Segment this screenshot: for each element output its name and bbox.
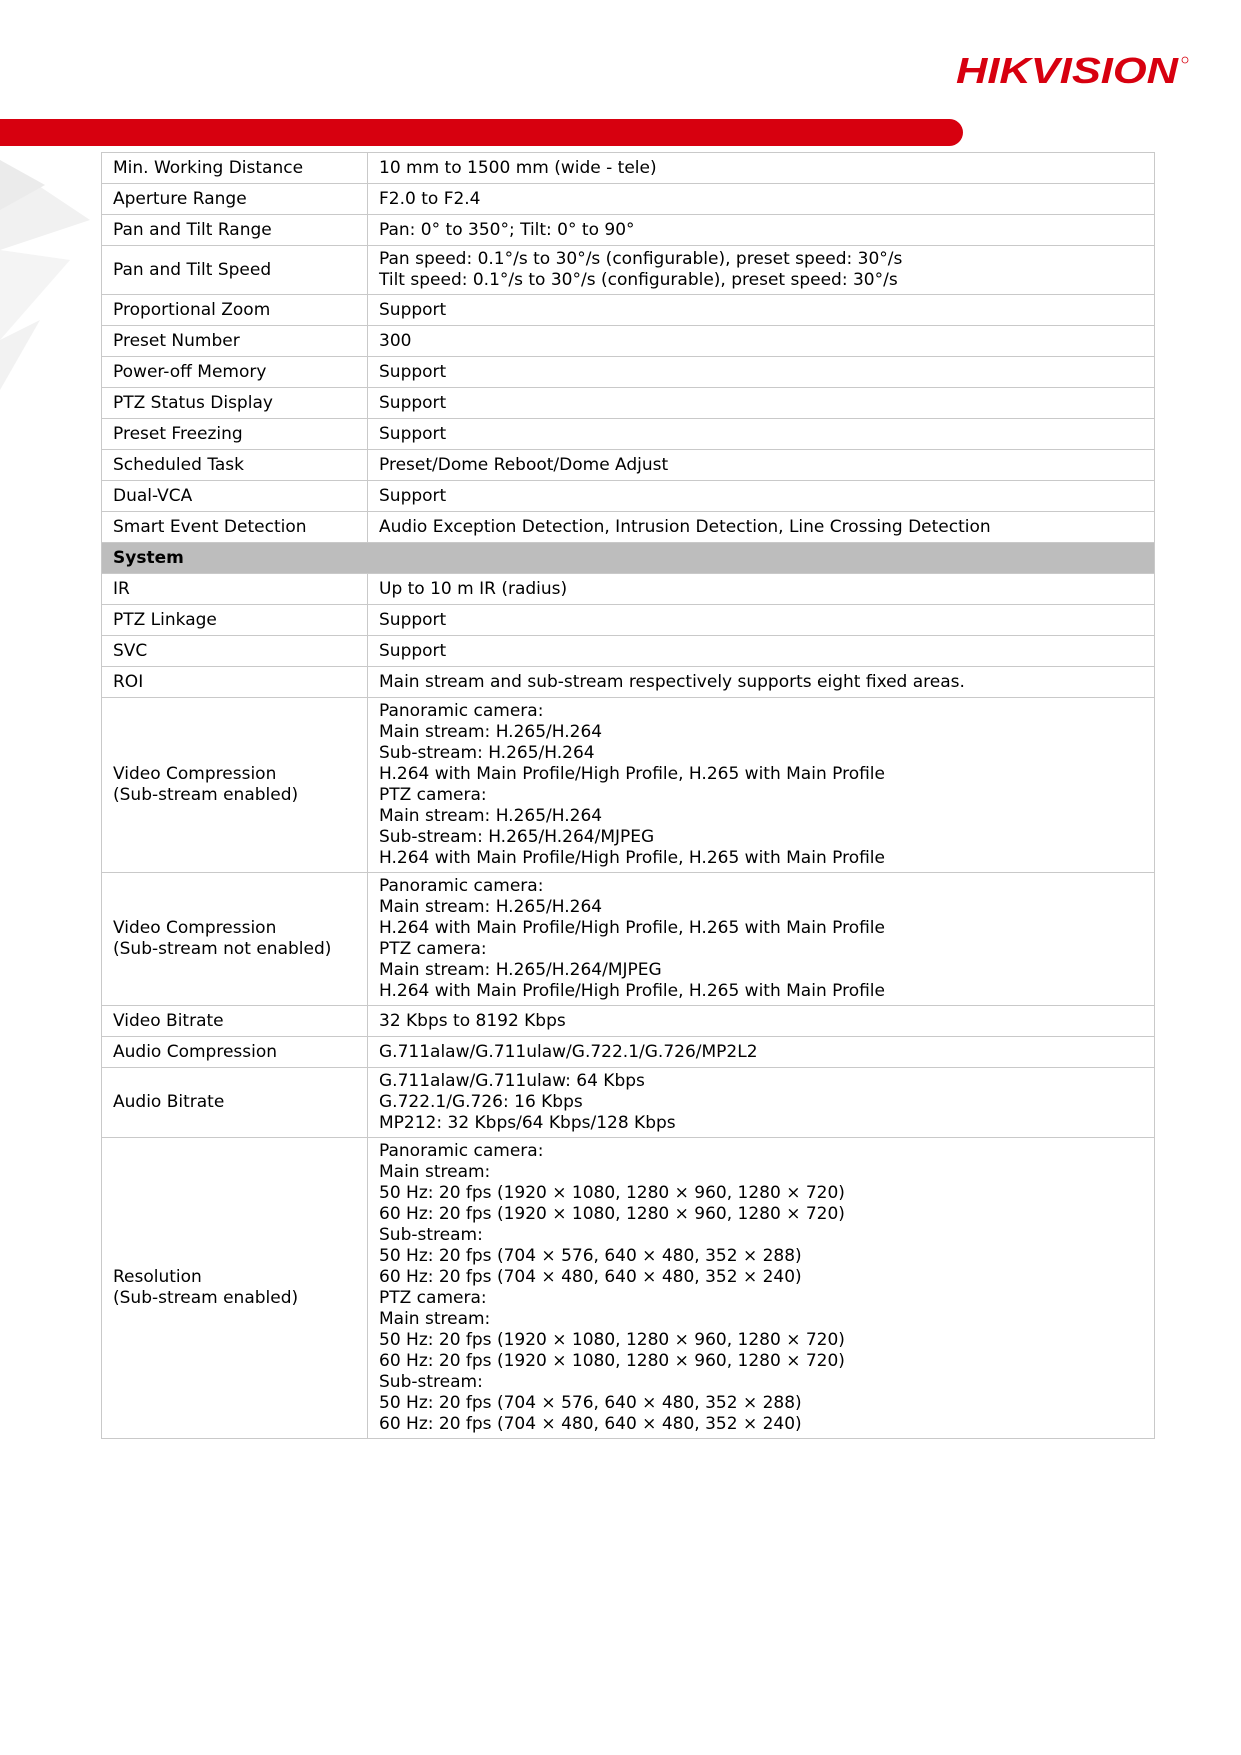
spec-value-text: 60 Hz: 20 fps (1920 × 1080, 1280 × 960, 1280 × 720) — [379, 1351, 845, 1371]
spec-value-cell — [368, 1006, 1155, 1037]
spec-label-cell — [102, 512, 368, 543]
spec-label-text: Scheduled Task — [113, 454, 245, 475]
spec-value-cell — [368, 1037, 1155, 1068]
spec-label-text: (Sub-stream not enabled) — [113, 939, 332, 959]
spec-value-text: 50 Hz: 20 fps (704 × 576, 640 × 480, 352 × 288) — [379, 1393, 802, 1413]
spec-label-cell — [102, 357, 368, 388]
spec-label-text: Pan and Tilt Speed — [113, 259, 272, 280]
table-row — [102, 667, 1155, 698]
spec-label-cell — [102, 667, 368, 698]
spec-label-cell — [102, 698, 368, 873]
spec-value-text: H.264 with Main Profile/High Profile, H.265 with Main Profile — [379, 848, 885, 868]
spec-value-text: Pan: 0° to 350°; Tilt: 0° to 90° — [379, 219, 635, 240]
spec-value-text: 60 Hz: 20 fps (1920 × 1080, 1280 × 960, 1280 × 720) — [379, 1204, 845, 1224]
spec-value-text: 10 mm to 1500 mm (wide - tele) — [379, 157, 657, 178]
spec-value-text: Main stream: — [379, 1162, 491, 1182]
spec-label-text: Power-off Memory — [113, 361, 267, 382]
spec-label-text: Dual-VCA — [113, 485, 193, 506]
spec-value-cell — [368, 450, 1155, 481]
spec-value-text: Support — [379, 392, 447, 413]
spec-label-text: PTZ Status Display — [113, 392, 273, 413]
spec-label-text: Video Compression — [113, 918, 277, 938]
table-row — [102, 605, 1155, 636]
spec-value-text: Support — [379, 423, 447, 444]
spec-value-cell — [368, 419, 1155, 450]
table-row — [102, 481, 1155, 512]
table-row — [102, 1006, 1155, 1037]
spec-value-cell — [368, 1138, 1155, 1439]
table-row — [102, 450, 1155, 481]
spec-value-text: Sub-stream: — [379, 1225, 483, 1245]
spec-value-text: Panoramic camera: — [379, 701, 544, 721]
table-row — [102, 636, 1155, 667]
header-accent-bar — [0, 119, 963, 146]
spec-label-cell — [102, 1068, 368, 1138]
spec-value-cell — [368, 667, 1155, 698]
spec-value-cell — [368, 215, 1155, 246]
spec-label-cell — [102, 326, 368, 357]
spec-label-text: Video Compression — [113, 764, 277, 784]
spec-value-text: Support — [379, 299, 447, 320]
spec-value-text: MP212: 32 Kbps/64 Kbps/128 Kbps — [379, 1113, 676, 1133]
table-row — [102, 698, 1155, 873]
hikvision-logo — [956, 52, 1189, 90]
spec-value-cell — [368, 326, 1155, 357]
spec-value-text: Support — [379, 361, 447, 382]
spec-value-text: F2.0 to F2.4 — [379, 188, 481, 209]
spec-value-cell — [368, 698, 1155, 873]
spec-value-text: Preset/Dome Reboot/Dome Adjust — [379, 454, 669, 475]
spec-value-cell — [368, 184, 1155, 215]
spec-value-text: G.711alaw/G.711ulaw/G.722.1/G.726/MP2L2 — [379, 1041, 758, 1062]
spec-value-text: H.264 with Main Profile/High Profile, H.265 with Main Profile — [379, 764, 885, 784]
spec-label-cell — [102, 873, 368, 1006]
spec-value-text: Main stream: H.265/H.264 — [379, 722, 603, 742]
spec-value-cell — [368, 246, 1155, 295]
spec-value-text: Support — [379, 609, 447, 630]
table-row — [102, 326, 1155, 357]
spec-value-cell — [368, 873, 1155, 1006]
section-title: System — [102, 543, 1155, 574]
spec-value-cell — [368, 481, 1155, 512]
spec-value-text: Panoramic camera: — [379, 1141, 544, 1161]
spec-value-text: Main stream and sub-stream respectively supports eight fixed areas. — [379, 671, 965, 692]
spec-value-cell — [368, 605, 1155, 636]
spec-label-text: IR — [113, 578, 130, 599]
spec-value-text: H.264 with Main Profile/High Profile, H.265 with Main Profile — [379, 981, 885, 1001]
spec-label-text: Smart Event Detection — [113, 516, 307, 537]
table-row — [102, 873, 1155, 1006]
spec-label-text: SVC — [113, 640, 148, 661]
table-row — [102, 246, 1155, 295]
spec-value-text: Audio Exception Detection, Intrusion Detection, Line Crossing Detection — [379, 516, 991, 537]
spec-value-text: Up to 10 m IR (radius) — [379, 578, 568, 599]
spec-label-cell — [102, 388, 368, 419]
spec-label-text: (Sub-stream enabled) — [113, 785, 299, 805]
spec-value-text: 60 Hz: 20 fps (704 × 480, 640 × 480, 352 × 240) — [379, 1267, 802, 1287]
spec-value-text: 50 Hz: 20 fps (1920 × 1080, 1280 × 960, 1280 × 720) — [379, 1183, 845, 1203]
table-row — [102, 419, 1155, 450]
spec-value-text: Main stream: — [379, 1309, 491, 1329]
spec-label-cell — [102, 246, 368, 295]
spec-value-cell — [368, 388, 1155, 419]
spec-label-cell — [102, 215, 368, 246]
svg-text:HIKVISION: HIKVISION — [956, 52, 1180, 90]
table-row — [102, 1138, 1155, 1439]
spec-value-text: Main stream: H.265/H.264/MJPEG — [379, 960, 662, 980]
spec-value-text: 50 Hz: 20 fps (1920 × 1080, 1280 × 960, 1280 × 720) — [379, 1330, 845, 1350]
spec-value-text: Sub-stream: H.265/H.264 — [379, 743, 595, 763]
table-row — [102, 388, 1155, 419]
table-row — [102, 1037, 1155, 1068]
decorative-watermark — [0, 140, 100, 400]
spec-value-text: Sub-stream: H.265/H.264/MJPEG — [379, 827, 655, 847]
spec-value-cell — [368, 574, 1155, 605]
spec-label-text: Video Bitrate — [113, 1010, 224, 1031]
spec-value-text: 300 — [379, 330, 412, 351]
spec-label-cell — [102, 605, 368, 636]
spec-value-text: G.711alaw/G.711ulaw: 64 Kbps — [379, 1071, 645, 1091]
spec-value-text: 32 Kbps to 8192 Kbps — [379, 1010, 566, 1031]
spec-label-text: Preset Number — [113, 330, 240, 351]
spec-label-cell — [102, 450, 368, 481]
spec-value-text: 50 Hz: 20 fps (704 × 576, 640 × 480, 352 × 288) — [379, 1246, 802, 1266]
table-row — [102, 153, 1155, 184]
spec-value-text: PTZ camera: — [379, 785, 487, 805]
section-header-row — [102, 543, 1155, 574]
spec-value-text: Tilt speed: 0.1°/s to 30°/s (configurable), preset speed: 30°/s — [379, 270, 898, 290]
spec-label-text: Audio Bitrate — [113, 1092, 225, 1112]
spec-value-text: H.264 with Main Profile/High Profile, H.265 with Main Profile — [379, 918, 885, 938]
spec-label-cell — [102, 184, 368, 215]
table-row — [102, 184, 1155, 215]
table-row — [102, 357, 1155, 388]
spec-value-text: PTZ camera: — [379, 1288, 487, 1308]
spec-value-cell — [368, 153, 1155, 184]
spec-label-cell — [102, 1006, 368, 1037]
spec-value-cell — [368, 1068, 1155, 1138]
spec-label-text: ROI — [113, 671, 144, 692]
spec-label-cell — [102, 419, 368, 450]
table-row — [102, 295, 1155, 326]
spec-label-text: Preset Freezing — [113, 423, 243, 444]
spec-value-text: Support — [379, 640, 447, 661]
table-row — [102, 1068, 1155, 1138]
table-row — [102, 574, 1155, 605]
spec-label-cell — [102, 153, 368, 184]
spec-value-text: PTZ camera: — [379, 939, 487, 959]
spec-label-cell — [102, 574, 368, 605]
spec-value-text: Sub-stream: — [379, 1372, 483, 1392]
spec-label-cell — [102, 1138, 368, 1439]
spec-label-text: Proportional Zoom — [113, 299, 271, 320]
spec-value-cell — [368, 512, 1155, 543]
spec-value-text: Panoramic camera: — [379, 876, 544, 896]
spec-value-text: G.722.1/G.726: 16 Kbps — [379, 1092, 583, 1112]
spec-value-cell — [368, 295, 1155, 326]
spec-label-text: (Sub-stream enabled) — [113, 1288, 299, 1308]
table-row — [102, 215, 1155, 246]
spec-value-text: Main stream: H.265/H.264 — [379, 806, 603, 826]
spec-value-cell — [368, 636, 1155, 667]
spec-label-text: Resolution — [113, 1267, 202, 1287]
spec-label-cell — [102, 481, 368, 512]
table-row — [102, 512, 1155, 543]
spec-label-text: Audio Compression — [113, 1041, 278, 1062]
spec-table — [101, 152, 1155, 1439]
spec-label-text: Pan and Tilt Range — [113, 219, 272, 240]
spec-value-text: Pan speed: 0.1°/s to 30°/s (configurable), preset speed: 30°/s — [379, 249, 903, 269]
spec-value-text: Main stream: H.265/H.264 — [379, 897, 603, 917]
spec-value-text: Support — [379, 485, 447, 506]
spec-value-text: 60 Hz: 20 fps (704 × 480, 640 × 480, 352 × 240) — [379, 1414, 802, 1434]
spec-label-text: Min. Working Distance — [113, 157, 304, 178]
spec-label-cell — [102, 636, 368, 667]
spec-label-cell — [102, 1037, 368, 1068]
spec-label-text: PTZ Linkage — [113, 609, 217, 630]
spec-label-text: Aperture Range — [113, 188, 247, 209]
spec-label-cell — [102, 295, 368, 326]
spec-value-cell — [368, 357, 1155, 388]
